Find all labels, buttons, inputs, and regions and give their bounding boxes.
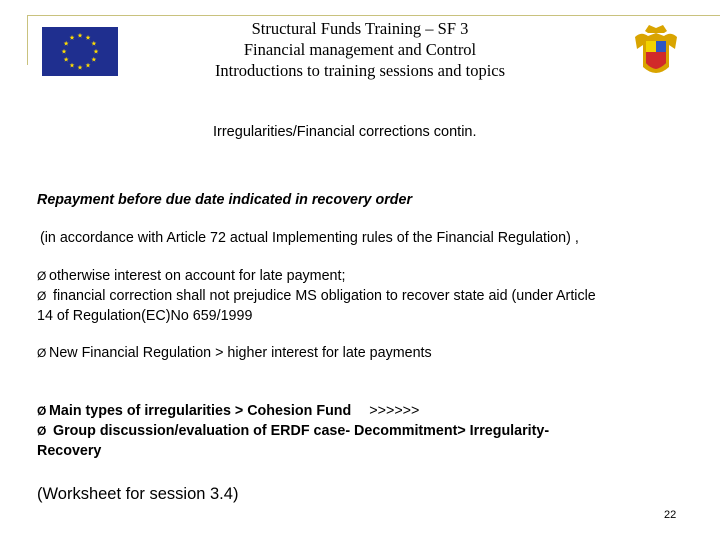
body-heading: Repayment before due date indicated in recovery order — [37, 192, 413, 208]
bullet-text: Main types of irregularities > Cohesion Fund — [49, 403, 352, 419]
eu-flag-logo — [42, 27, 118, 76]
bullet-text: New Financial Regulation > higher interest for late payments — [49, 345, 432, 361]
arrow-bullet-icon: Ø — [37, 346, 47, 360]
frame-left-line — [27, 15, 28, 65]
bullet-chevrons: >>>>>> — [369, 403, 420, 419]
header-line-3: Introductions to training sessions and topics — [214, 61, 506, 80]
bullet-financial-correction — [37, 288, 596, 304]
bullet-text: financial correction shall not prejudice MS obligation to recover state aid (under Article — [49, 288, 596, 304]
bullet-group-discussion-cont: Recovery — [37, 443, 102, 459]
bullet-late-payment — [37, 268, 345, 284]
arrow-bullet-icon: Ø — [37, 289, 47, 303]
bullet-text: otherwise interest on account for late payment; — [49, 268, 346, 284]
slide-header — [140, 18, 580, 81]
bullet-new-regulation — [37, 345, 432, 361]
page-number: 22 — [664, 509, 677, 521]
slide-subtitle: Irregularities/Financial corrections contin. — [213, 124, 477, 140]
body-note: (in accordance with Article 72 actual Implementing rules of the Financial Regulation) , — [40, 230, 579, 246]
header-line-2: Financial management and Control — [243, 40, 477, 59]
arrow-bullet-icon: Ø — [37, 424, 47, 438]
arrow-bullet-icon: Ø — [37, 404, 47, 418]
romania-coat-of-arms-logo — [631, 23, 681, 79]
frame-top-line — [27, 15, 720, 16]
worksheet-note: (Worksheet for session 3.4) — [37, 485, 239, 503]
arrow-bullet-icon: Ø — [37, 269, 47, 283]
bullet-main-types — [37, 403, 419, 419]
bullet-financial-correction-cont: 14 of Regulation(EC)No 659/1999 — [37, 308, 253, 324]
bullet-group-discussion — [37, 423, 549, 439]
bullet-text: Group discussion/evaluation of ERDF case- Decommitment> Irregularity- — [49, 423, 550, 439]
header-line-1: Structural Funds Training – SF 3 — [251, 19, 469, 38]
